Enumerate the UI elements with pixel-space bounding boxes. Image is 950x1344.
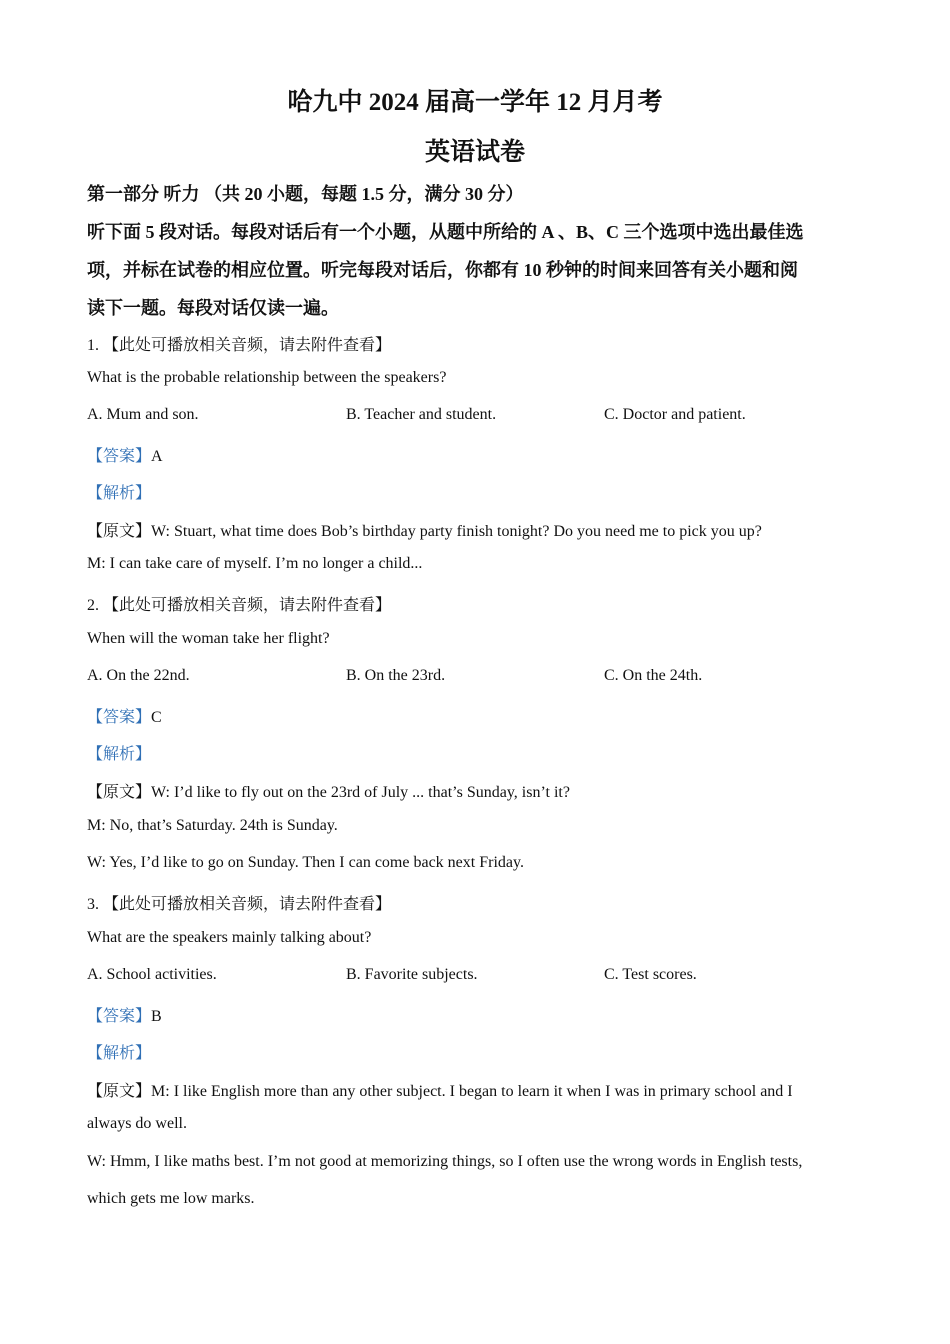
transcript-text: W: I’d like to fly out on the 23rd of July ... that’s Sunday, isn’t it? [151, 784, 570, 801]
analysis-label: 【解析】 [87, 1045, 152, 1062]
section-heading: 第一部分 听力 （共 20 小题，每题 1.5 分，满分 30 分） [87, 184, 524, 204]
option-b: B. Teacher and student. [346, 406, 497, 423]
answer-label: 【答案】 [87, 448, 152, 465]
transcript-line: always do well. [87, 1115, 187, 1132]
transcript-line: W: Yes, I’d like to go on Sunday. Then I can come back next Friday. [87, 854, 524, 871]
answer-label: 【答案】 [87, 1008, 152, 1025]
exam-subtitle: 英语试卷 [424, 139, 525, 166]
transcript-line [87, 779, 570, 802]
transcript-text: M: I like English more than any other subject. I began to learn it when I was in primary school and I [151, 1083, 793, 1100]
option-a: A. School activities. [87, 966, 217, 983]
question-number: 3. [87, 896, 99, 913]
option-c: C. Doctor and patient. [604, 406, 746, 423]
instructions-line: 读下一题。每段对话仅读一遍。 [87, 298, 339, 318]
answer-value: C [151, 709, 162, 726]
option-b: B. On the 23rd. [346, 667, 446, 684]
analysis-label: 【解析】 [87, 746, 152, 763]
question-number: 1. [87, 337, 99, 354]
transcript-label: 【原文】 [87, 1083, 152, 1100]
answer-line [87, 1003, 162, 1026]
instructions-line: 项，并标在试卷的相应位置。听完每段对话后，你都有 10 秒钟的时间来回答有关小题和阅 [87, 260, 798, 280]
instructions-line: 听下面 5 段对话。每段对话后有一个小题，从题中所给的 A 、B、C 三个选项中选出最佳选 [87, 222, 804, 242]
answer-value: B [151, 1008, 162, 1025]
answer-line [87, 704, 162, 727]
transcript-line [87, 518, 762, 541]
transcript-line: M: I can take care of myself. I’m no longer a child... [87, 555, 423, 572]
transcript-text: W: Stuart, what time does Bob’s birthday party finish tonight? Do you need me to pick you up? [151, 523, 762, 540]
transcript-line: M: No, that’s Saturday. 24th is Sunday. [87, 817, 338, 834]
question-text: What is the probable relationship between the speakers? [87, 369, 447, 386]
audio-note: 【此处可播放相关音频，请去附件查看】 [103, 896, 392, 913]
transcript-line: which gets me low marks. [87, 1190, 255, 1207]
option-a: A. On the 22nd. [87, 667, 190, 684]
question-header [87, 891, 391, 914]
exam-title: 哈九中 2024 届高一学年 12 月月考 [287, 89, 663, 116]
question-text: What are the speakers mainly talking about? [87, 929, 372, 946]
option-a: A. Mum and son. [87, 406, 199, 423]
transcript-line: W: Hmm, I like maths best. I’m not good at memorizing things, so I often use the wrong words in English tests, [87, 1153, 803, 1170]
transcript-label: 【原文】 [87, 784, 152, 801]
transcript-line [87, 1078, 793, 1101]
question-number: 2. [87, 597, 99, 614]
analysis-label: 【解析】 [87, 485, 152, 502]
option-c: C. On the 24th. [604, 667, 703, 684]
question-header [87, 332, 391, 355]
question-text: When will the woman take her flight? [87, 630, 330, 647]
audio-note: 【此处可播放相关音频，请去附件查看】 [103, 597, 392, 614]
audio-note: 【此处可播放相关音频，请去附件查看】 [103, 337, 392, 354]
transcript-label: 【原文】 [87, 523, 152, 540]
option-c: C. Test scores. [604, 966, 697, 983]
question-header [87, 592, 391, 615]
answer-value: A [151, 448, 163, 465]
answer-label: 【答案】 [87, 709, 152, 726]
answer-line [87, 443, 163, 466]
option-b: B. Favorite subjects. [346, 966, 478, 983]
